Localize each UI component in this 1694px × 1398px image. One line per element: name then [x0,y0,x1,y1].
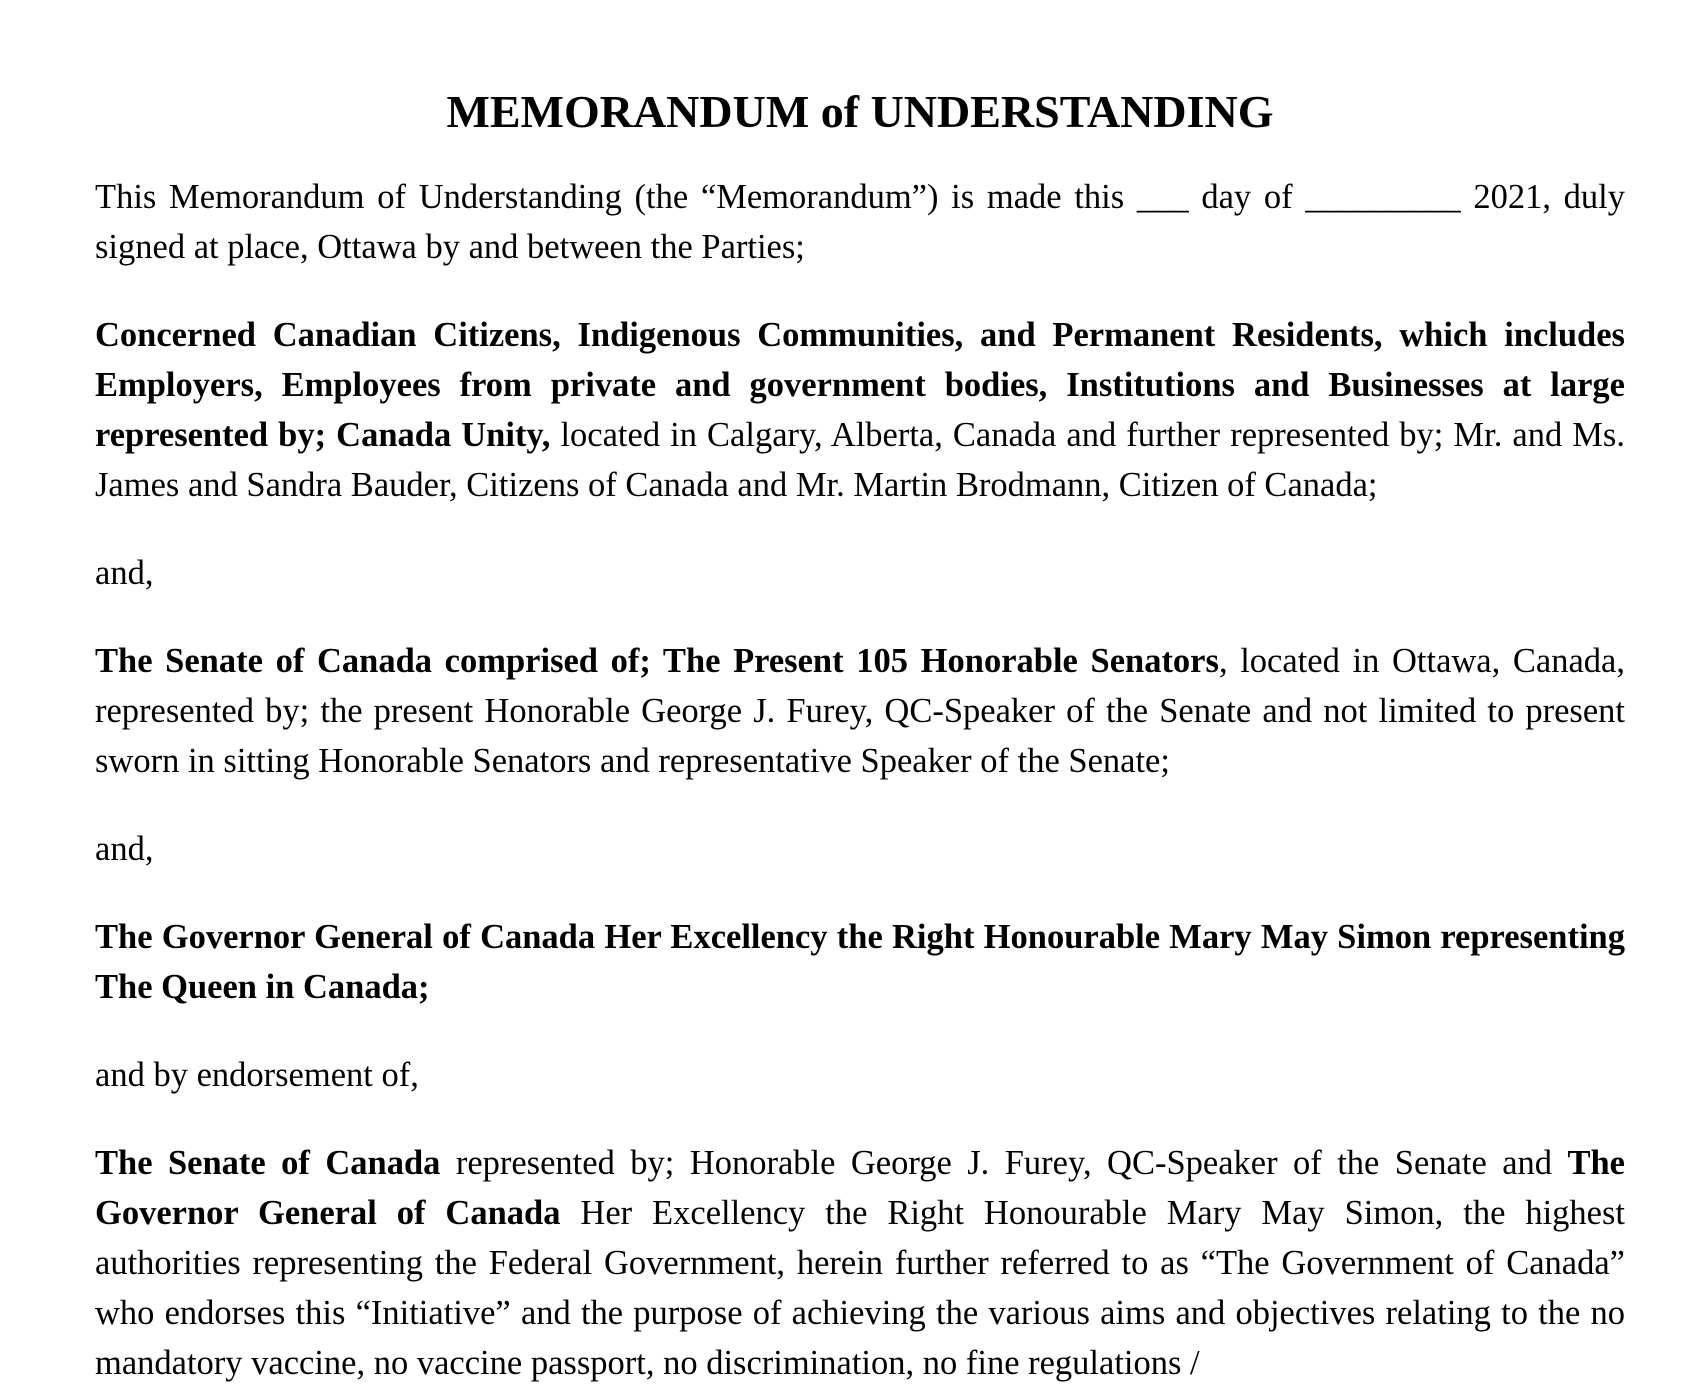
and-conjunction-2: and, [95,830,154,868]
party-1-paragraph [95,310,1625,510]
party-1-bold-text: Concerned Canadian Citizens, Indigenous Communities, and Permanent Residents, which includes Employers, Employees from private and government bodies, Institutions and Businesses at large represented by; Canada Unity, [95,316,1625,454]
document-page [95,0,1625,1388]
document-title: MEMORANDUM of UNDERSTANDING [446,86,1274,137]
party-3-bold-text: The Governor General of Canada Her Excellency the Right Honourable Mary May Simon representing The Queen in Canada; [95,918,1625,1006]
party-3-paragraph [95,912,1625,1012]
endorsement-paragraph [95,1138,1625,1388]
party-2-text: , located in Ottawa, Canada, represented by; the present Honorable George J. Furey, QC-Speaker of the Senate and not limited to present sworn in sitting Honorable Senators and representative Speaker of the Senate; [95,642,1625,780]
endorsement-intro: and by endorsement of, [95,1056,419,1094]
and-conjunction-1: and, [95,554,154,592]
party-2-bold-text: The Senate of Canada comprised of; The Present 105 Honorable Senators [95,642,1219,680]
party-2-paragraph [95,636,1625,786]
endorsement-text-1: represented by; Honorable George J. Furey, QC-Speaker of the Senate and [440,1144,1568,1182]
endorsement-text-2: Her Excellency the Right Honourable Mary May Simon, the highest authorities representing the Federal Government, herein further referred to as “The Government of Canada” who endorses this “Initiative” and the purpose of achieving the various aims and objectives relating to the no mandatory vaccine, no vaccine passport, no discrimination, no fine regulations / [95,1194,1625,1382]
party-1-text: located in Calgary, Alberta, Canada and further represented by; Mr. and Ms. James and Sandra Bauder, Citizens of Canada and Mr. Martin Brodmann, Citizen of Canada; [95,416,1625,504]
endorsement-governor-bold: The Governor General of Canada [95,1144,1625,1232]
endorsement-senate-bold: The Senate of Canada [95,1144,441,1182]
intro-paragraph: This Memorandum of Understanding (the “Memorandum”) is made this ___ day of _________ 2021, duly signed at place, Ottawa by and between the Parties; [95,178,1625,266]
